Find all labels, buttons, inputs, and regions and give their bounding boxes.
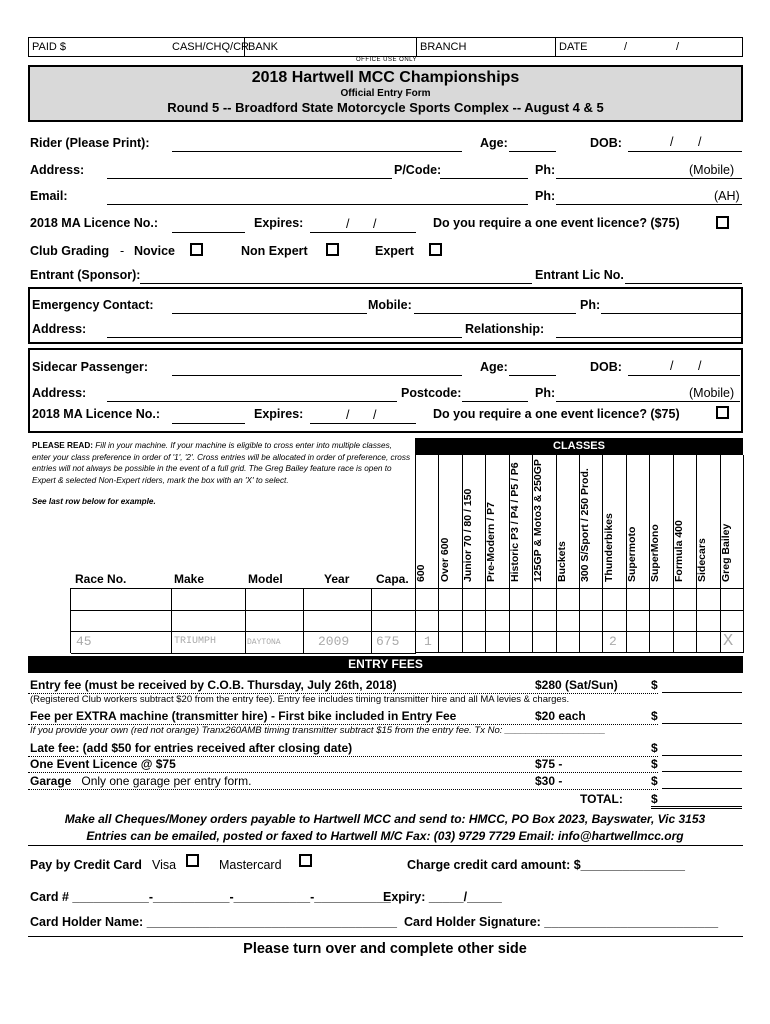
- bank-label: BANK: [248, 41, 278, 53]
- entry-fee-label: Entry fee (must be received by C.O.B. Thursday, July 26th, 2018): [30, 678, 397, 692]
- visa-label: Visa: [152, 858, 177, 872]
- extra-fee-amount-field[interactable]: [662, 723, 742, 724]
- class-column: [557, 455, 580, 653]
- sidecar-one-event-checkbox[interactable]: [716, 406, 729, 419]
- address-field[interactable]: [107, 178, 392, 179]
- pcode-label: P/Code:: [394, 163, 442, 177]
- classes-bottom-border: [416, 652, 743, 653]
- ah-label: (AH): [714, 189, 740, 203]
- sidecar-expires-slash: /: [373, 408, 377, 422]
- branch-field[interactable]: [417, 38, 556, 56]
- class-label: Junior 70 / 80 / 150: [462, 488, 475, 582]
- class-entry-cell[interactable]: [533, 610, 555, 631]
- emergency-ph-label: Ph:: [580, 298, 601, 312]
- class-entry-cell[interactable]: [557, 588, 579, 610]
- emergency-contact-field[interactable]: [172, 313, 367, 314]
- submit-note: Entries can be emailed, posted or faxed to Hartwell M/C Fax: (03) 9729 7729 Email: info@hartwellmcc.org: [86, 829, 684, 843]
- late-fee-amount-field[interactable]: [662, 755, 742, 756]
- class-entry-cell: [650, 631, 672, 652]
- title-box: [28, 65, 743, 122]
- class-column: [603, 455, 626, 653]
- example-year: 2009: [318, 634, 350, 649]
- entrant-lic-field[interactable]: [625, 283, 742, 284]
- class-label: Pre-Modern / P7: [485, 502, 498, 582]
- class-entry-cell: [439, 631, 461, 652]
- paid-field[interactable]: [29, 38, 169, 56]
- mastercard-checkbox[interactable]: [299, 854, 312, 867]
- instructions: [32, 440, 412, 508]
- extra-fee-label: Fee per EXTRA machine (transmitter hire) - First bike included in Entry Fee: [30, 709, 457, 723]
- expires-label: Expires:: [254, 216, 304, 230]
- dollar-sign: $: [651, 709, 658, 723]
- sidecar-age-field[interactable]: [509, 375, 556, 376]
- sidecar-ph-field[interactable]: [556, 401, 740, 402]
- entrant-lic-label: Entrant Lic No.: [535, 268, 624, 282]
- one-event-fee-label: One Event Licence @ $75: [30, 757, 176, 771]
- col-model: Model: [248, 572, 283, 586]
- garage-note: Only one garage per entry form.: [81, 774, 252, 788]
- class-column: [486, 455, 509, 653]
- sidecar-address-label: Address:: [32, 386, 87, 400]
- emergency-mobile-field[interactable]: [414, 313, 576, 314]
- sidecar-address-field[interactable]: [107, 401, 397, 402]
- read-text: Fill in your machine. If your machine is eligible to cross enter into multiple classes, enter your class preference in order of '1', '2'. Cross entries will be allocated in order of preference, cross entries will not always be possible in the event of a full grid. The Greg Bailey feature race is open to Expert & selected Non-Expert riders, mark the box with an 'X' to select.: [32, 441, 411, 485]
- class-entry-cell[interactable]: [697, 588, 719, 610]
- class-label: Formula 400: [672, 520, 685, 582]
- example-row: [71, 632, 416, 654]
- class-entry-cell[interactable]: [486, 588, 508, 610]
- class-column: [463, 455, 486, 653]
- table-row[interactable]: [71, 611, 416, 632]
- class-column: [674, 455, 697, 653]
- entrant-field[interactable]: [140, 283, 532, 284]
- ph-ah-label: Ph:: [535, 189, 556, 203]
- entry-fee-amount-field[interactable]: [662, 692, 742, 693]
- read-label: PLEASE READ:: [32, 441, 93, 450]
- cash-label: CASH/CHQ/CR: [172, 41, 250, 53]
- class-column: [416, 455, 439, 653]
- rider-name-label: Rider (Please Print):: [30, 136, 150, 150]
- class-label: Supermoto: [626, 526, 639, 582]
- late-fee-label: Late fee: (add $50 for entries received after closing date): [30, 741, 353, 755]
- class-column: [627, 455, 650, 653]
- class-column: [697, 455, 720, 653]
- divider: [28, 789, 658, 790]
- example-greg: X: [723, 632, 734, 651]
- office-use-row: [28, 37, 743, 57]
- col-race-no: Race No.: [75, 572, 127, 586]
- garage-amount-field[interactable]: [662, 788, 742, 789]
- class-entry-cell[interactable]: [627, 610, 649, 631]
- novice-checkbox[interactable]: [190, 243, 203, 256]
- dollar-sign: $: [651, 774, 658, 788]
- example-300: 2: [609, 634, 617, 649]
- class-column: [533, 455, 556, 653]
- class-entry-cell: [510, 631, 532, 652]
- class-label: 300 S/Sport / 250 Prod.: [579, 468, 592, 582]
- sidecar-dob-slash: /: [670, 359, 674, 373]
- emergency-address-field[interactable]: [107, 337, 462, 338]
- class-entry-cell: [533, 631, 555, 652]
- non-expert-checkbox[interactable]: [326, 243, 339, 256]
- sidecar-dob-label: DOB:: [590, 360, 622, 374]
- class-label: 600: [415, 564, 428, 582]
- class-entry-cell[interactable]: [416, 610, 438, 631]
- footer-note: Please turn over and complete other side: [243, 941, 527, 957]
- class-entry-cell[interactable]: [463, 588, 485, 610]
- dob-label: DOB:: [590, 136, 622, 150]
- example-capa: 675: [376, 634, 400, 649]
- class-column: [580, 455, 603, 653]
- class-entry-cell[interactable]: [439, 588, 461, 610]
- example-make: TRIUMPH: [174, 636, 217, 647]
- date-field[interactable]: [556, 38, 741, 56]
- class-column: [650, 455, 673, 653]
- class-entry-cell[interactable]: [697, 610, 719, 631]
- class-entry-cell[interactable]: [603, 610, 625, 631]
- example-model: DAYTONA: [247, 638, 281, 647]
- branch-label: BRANCH: [420, 41, 467, 53]
- emergency-box: [28, 287, 743, 344]
- class-entry-cell[interactable]: [721, 610, 743, 631]
- class-entry-cell[interactable]: [650, 610, 672, 631]
- class-entry-cell[interactable]: [627, 588, 649, 610]
- class-entry-cell[interactable]: [650, 588, 672, 610]
- sidecar-expires-slash: /: [346, 408, 350, 422]
- dob-field[interactable]: [628, 151, 742, 152]
- visa-checkbox[interactable]: [186, 854, 199, 867]
- date-slash: /: [676, 41, 680, 53]
- mobile-field[interactable]: [556, 178, 742, 179]
- ph-label: Ph:: [535, 163, 556, 177]
- sidecar-passenger-label: Sidecar Passenger:: [32, 360, 149, 374]
- expert-checkbox[interactable]: [429, 243, 442, 256]
- email-field[interactable]: [107, 204, 528, 205]
- class-column: [721, 455, 744, 653]
- class-entry-cell[interactable]: [557, 610, 579, 631]
- class-entry-cell[interactable]: [510, 610, 532, 631]
- relationship-label: Relationship:: [465, 322, 545, 336]
- expiry-field[interactable]: Expiry: _____/_____: [383, 890, 502, 904]
- class-label: 125GP & Moto3 & 250GP: [532, 459, 545, 582]
- garage-price: $30 -: [535, 774, 563, 788]
- sidecar-age-label: Age:: [480, 360, 508, 374]
- licence-label: 2018 MA Licence No.:: [30, 216, 159, 230]
- office-use-note: OFFICE USE ONLY: [356, 57, 418, 63]
- rider-name-field[interactable]: [172, 151, 462, 152]
- classes-heading: CLASSES: [415, 438, 743, 455]
- dob-slash: /: [698, 135, 702, 149]
- class-column: [439, 455, 462, 653]
- date-slash: /: [624, 41, 628, 53]
- sidecar-dob-field[interactable]: [628, 375, 740, 376]
- form-title: 2018 Hartwell MCC Championships: [251, 69, 520, 86]
- non-expert-label: Non Expert: [241, 244, 308, 258]
- sidecar-licence-field[interactable]: [172, 423, 245, 424]
- entry-fee-price: $280 (Sat/Sun): [535, 678, 618, 692]
- card-holder-signature-field[interactable]: Card Holder Signature: _________________________: [404, 915, 719, 929]
- see-last-row: See last row below for example.: [32, 497, 156, 506]
- dob-slash: /: [670, 135, 674, 149]
- ah-phone-field[interactable]: [556, 204, 742, 205]
- one-event-checkbox[interactable]: [716, 216, 729, 229]
- class-entry-cell[interactable]: [674, 588, 696, 610]
- mastercard-label: Mastercard: [219, 858, 282, 872]
- emergency-address-label: Address:: [32, 322, 87, 336]
- one-event-fee-price: $75 -: [535, 757, 563, 771]
- class-entry-cell[interactable]: [580, 588, 602, 610]
- total-amount-field[interactable]: [651, 806, 742, 809]
- extra-fee-price: $20 each: [535, 709, 586, 723]
- age-label: Age:: [480, 136, 508, 150]
- garage-row: [30, 774, 251, 788]
- class-entry-cell: [674, 631, 696, 652]
- sidecar-mobile-label: (Mobile): [689, 386, 735, 400]
- bank-field[interactable]: [245, 38, 417, 56]
- registered-note: (Registered Club workers subtract $20 from the entry fee). Entry fee includes timing transmitter hire and all MA levies & charges.: [30, 694, 570, 705]
- class-entry-cell[interactable]: [416, 588, 438, 610]
- table-row[interactable]: [71, 589, 416, 611]
- address-label: Address:: [30, 163, 85, 177]
- dollar-sign: $: [651, 792, 658, 806]
- sidecar-postcode-label: Postcode:: [401, 386, 462, 400]
- garage-label: Garage: [30, 774, 72, 788]
- age-field[interactable]: [509, 151, 556, 152]
- class-label: SuperMono: [649, 524, 662, 582]
- card-holder-name-field[interactable]: Card Holder Name: ____________________________________: [30, 915, 397, 929]
- form-subtitle: Official Entry Form: [340, 88, 431, 99]
- pay-by-card-label: Pay by Credit Card: [30, 858, 142, 872]
- divider: [28, 772, 658, 773]
- sidecar-passenger-field[interactable]: [172, 375, 462, 376]
- class-entry-cell: [463, 631, 485, 652]
- cash-field[interactable]: [169, 38, 250, 56]
- club-grading-label: Club Grading: [30, 244, 110, 258]
- relationship-field[interactable]: [556, 337, 741, 338]
- date-label: DATE: [559, 41, 588, 53]
- dollar-sign: $: [651, 741, 658, 755]
- class-entry-cell[interactable]: [510, 588, 532, 610]
- class-entry-cell[interactable]: [533, 588, 555, 610]
- sidecar-licence-label: 2018 MA Licence No.:: [32, 407, 161, 421]
- class-entry-cell[interactable]: [674, 610, 696, 631]
- email-label: Email:: [30, 189, 68, 203]
- class-label: Thunderbikes: [602, 513, 615, 582]
- class-label: Buckets: [555, 541, 568, 582]
- expert-label: Expert: [375, 244, 414, 258]
- class-label: Greg Bailey: [719, 523, 732, 582]
- mobile-label: (Mobile): [689, 163, 735, 177]
- pcode-field[interactable]: [440, 178, 528, 179]
- dollar-sign: $: [651, 757, 658, 771]
- one-event-label: Do you require a one event licence? ($75): [433, 216, 680, 230]
- example-race-no: 45: [76, 634, 92, 649]
- one-event-amount-field[interactable]: [662, 771, 742, 772]
- class-entry-cell[interactable]: [721, 588, 743, 610]
- class-entry-cell: [697, 631, 719, 652]
- entry-table: [70, 588, 415, 653]
- class-label: Over 600: [438, 537, 451, 582]
- sidecar-expires-field[interactable]: [310, 423, 416, 424]
- entry-fees-heading: ENTRY FEES: [28, 656, 743, 673]
- sidecar-ph-label: Ph:: [535, 386, 556, 400]
- dollar-sign: $: [651, 678, 658, 692]
- class-entry-cell[interactable]: [439, 610, 461, 631]
- sidecar-postcode-field[interactable]: [462, 401, 528, 402]
- class-label: Historic P3 / P4 / P5 / P6: [508, 462, 521, 582]
- expires-slash: /: [346, 217, 350, 231]
- club-grading-dash: -: [120, 244, 125, 258]
- col-capa: Capa.: [376, 572, 409, 586]
- expires-slash: /: [373, 217, 377, 231]
- entrant-label: Entrant (Sponsor):: [30, 268, 141, 282]
- class-column: [510, 455, 533, 653]
- expires-field[interactable]: [310, 232, 416, 233]
- transponder-note: If you provide your own (red not orange) Tranx260AMB timing transmitter subtract $15 from the entry fee. Tx No: ___________________: [30, 725, 606, 736]
- class-entry-cell: [580, 631, 602, 652]
- col-make: Make: [174, 572, 205, 586]
- class-entry-cell: [486, 631, 508, 652]
- novice-label: Novice: [134, 244, 175, 258]
- emergency-ph-field[interactable]: [601, 313, 741, 314]
- emergency-mobile-label: Mobile:: [368, 298, 412, 312]
- sidecar-dob-slash: /: [698, 359, 702, 373]
- payable-note: Make all Cheques/Money orders payable to Hartwell MCC and send to: HMCC, PO Box 2023, Bayswater, Vic 3153: [64, 812, 706, 826]
- licence-field[interactable]: [172, 232, 245, 233]
- emergency-contact-label: Emergency Contact:: [32, 298, 154, 312]
- classes-grid: [415, 455, 743, 653]
- paid-label: PAID $: [32, 41, 67, 53]
- sidecar-expires-label: Expires:: [254, 407, 304, 421]
- sidecar-one-event-label: Do you require a one event licence? ($75): [433, 407, 680, 421]
- total-label: TOTAL:: [580, 792, 623, 806]
- class-label: Sidecars: [696, 538, 709, 582]
- card-number-field[interactable]: Card # ___________-___________-___________-___________: [30, 890, 391, 904]
- charge-amount-field[interactable]: Charge credit card amount: $_______________: [407, 858, 685, 872]
- class-entry-cell: [627, 631, 649, 652]
- class-entry-cell[interactable]: [580, 610, 602, 631]
- class-entry-cell[interactable]: [603, 588, 625, 610]
- round-details: Round 5 -- Broadford State Motorcycle Sports Complex -- August 4 & 5: [167, 100, 604, 115]
- class-entry-cell: [557, 631, 579, 652]
- class-entry-cell[interactable]: [486, 610, 508, 631]
- class-entry-cell[interactable]: [463, 610, 485, 631]
- col-year: Year: [324, 572, 350, 586]
- example-600: 1: [424, 634, 432, 649]
